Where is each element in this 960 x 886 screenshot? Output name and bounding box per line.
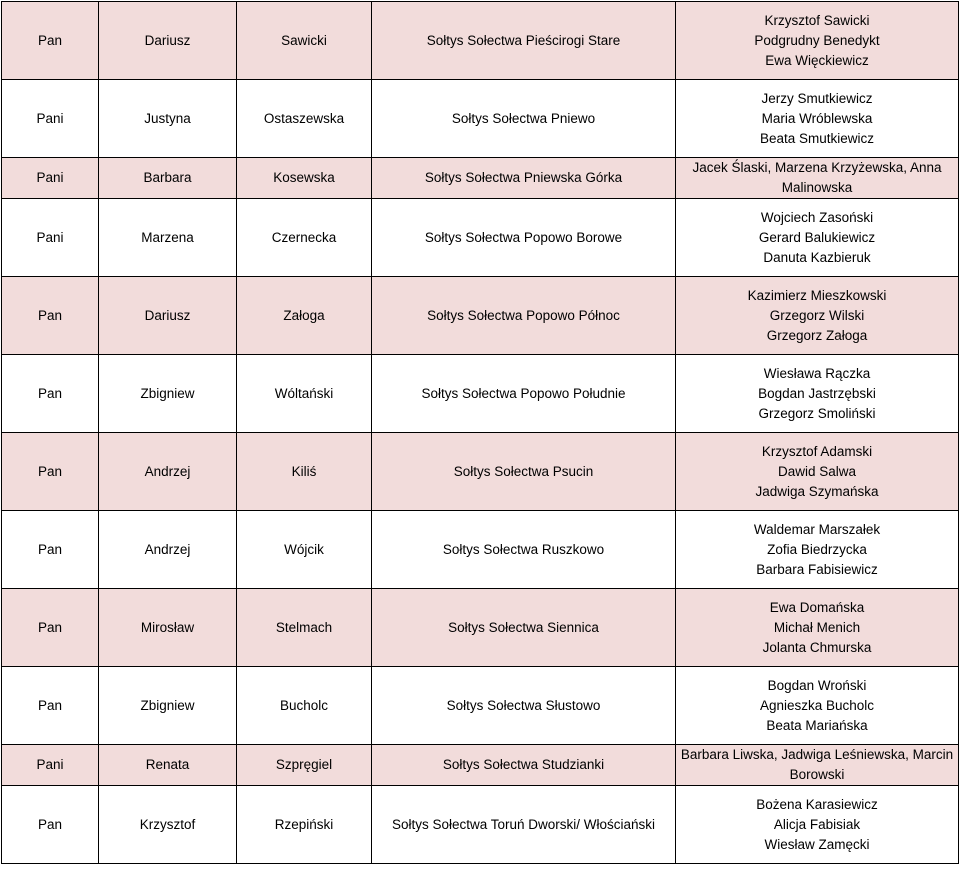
first-name-cell: Marzena xyxy=(99,199,237,277)
member-name: Bogdan Jastrzębski xyxy=(758,385,876,401)
last-name-cell: Sawicki xyxy=(237,2,372,80)
role-cell: Sołtys Sołectwa Pniewo xyxy=(372,80,676,158)
members-cell xyxy=(676,433,959,511)
member-name: Ewa Więckiewicz xyxy=(765,52,869,68)
table-row xyxy=(2,2,959,80)
member-name: Bogdan Wroński xyxy=(767,677,867,693)
member-name: Alicja Fabisiak xyxy=(773,816,861,832)
members-cell xyxy=(676,786,959,864)
member-name: Jacek Ślaski, Marzena Krzyżewska, Anna Malinowska xyxy=(692,160,942,195)
first-name-cell: Justyna xyxy=(99,80,237,158)
members-cell xyxy=(676,589,959,667)
last-name-cell: Załoga xyxy=(237,277,372,355)
soltys-roster-table xyxy=(1,1,959,864)
role-cell: Sołtys Sołectwa Studzianki xyxy=(372,745,676,786)
last-name-cell: Wóltański xyxy=(237,355,372,433)
member-name: Maria Wróblewska xyxy=(761,110,873,126)
role-cell: Sołtys Sołectwa Popowo Północ xyxy=(372,277,676,355)
members-cell xyxy=(676,667,959,745)
member-name: Wojciech Zasoński xyxy=(760,209,874,225)
member-name: Grzegorz Załoga xyxy=(766,327,868,343)
role-cell: Sołtys Sołectwa Popowo Południe xyxy=(372,355,676,433)
member-name: Zofia Biedrzycka xyxy=(767,541,867,557)
first-name-cell: Dariusz xyxy=(99,2,237,80)
role-cell: Sołtys Sołectwa Słustowo xyxy=(372,667,676,745)
table-row xyxy=(2,158,959,199)
members-cell xyxy=(676,158,959,199)
member-name: Barbara Fabisiewicz xyxy=(756,561,878,577)
members-cell xyxy=(676,355,959,433)
table-row xyxy=(2,745,959,786)
title-cell: Pani xyxy=(2,745,99,786)
title-cell: Pani xyxy=(2,158,99,199)
table-row xyxy=(2,786,959,864)
last-name-cell: Wójcik xyxy=(237,511,372,589)
table-row xyxy=(2,277,959,355)
title-cell: Pani xyxy=(2,80,99,158)
member-name: Podgrudny Benedykt xyxy=(754,32,880,48)
member-name: Michał Menich xyxy=(773,619,861,635)
member-name: Bożena Karasiewicz xyxy=(756,796,878,812)
first-name-cell: Andrzej xyxy=(99,511,237,589)
member-name: Wiesława Rączka xyxy=(763,365,871,381)
last-name-cell: Szpręgiel xyxy=(237,745,372,786)
members-cell xyxy=(676,2,959,80)
title-cell: Pan xyxy=(2,786,99,864)
table-row xyxy=(2,355,959,433)
last-name-cell: Bucholc xyxy=(237,667,372,745)
member-name: Krzysztof Sawicki xyxy=(764,12,870,28)
member-name: Grzegorz Smoliński xyxy=(758,405,876,421)
first-name-cell: Krzysztof xyxy=(99,786,237,864)
first-name-cell: Andrzej xyxy=(99,433,237,511)
role-cell: Sołtys Sołectwa Toruń Dworski/ Włościański xyxy=(372,786,676,864)
table-row xyxy=(2,589,959,667)
member-name: Jerzy Smutkiewicz xyxy=(761,90,873,106)
role-cell: Sołtys Sołectwa Psucin xyxy=(372,433,676,511)
member-name: Gerard Balukiewicz xyxy=(758,229,876,245)
last-name-cell: Stelmach xyxy=(237,589,372,667)
first-name-cell: Renata xyxy=(99,745,237,786)
member-name: Beata Smutkiewicz xyxy=(759,130,875,146)
members-cell xyxy=(676,511,959,589)
member-name: Wiesław Zamęcki xyxy=(764,836,870,852)
member-name: Danuta Kazbieruk xyxy=(763,249,871,265)
member-name: Kazimierz Mieszkowski xyxy=(747,287,887,303)
title-cell: Pan xyxy=(2,2,99,80)
first-name-cell: Zbigniew xyxy=(99,667,237,745)
title-cell: Pani xyxy=(2,199,99,277)
last-name-cell: Ostaszewska xyxy=(237,80,372,158)
first-name-cell: Mirosław xyxy=(99,589,237,667)
member-name: Beata Mariańska xyxy=(766,717,868,733)
first-name-cell: Zbigniew xyxy=(99,355,237,433)
member-name: Grzegorz Wilski xyxy=(769,307,865,323)
members-cell xyxy=(676,80,959,158)
role-cell: Sołtys Sołectwa Pniewska Górka xyxy=(372,158,676,199)
title-cell: Pan xyxy=(2,667,99,745)
last-name-cell: Czernecka xyxy=(237,199,372,277)
role-cell: Sołtys Sołectwa Popowo Borowe xyxy=(372,199,676,277)
member-name: Krzysztof Adamski xyxy=(761,443,873,459)
table-row xyxy=(2,80,959,158)
last-name-cell: Rzepiński xyxy=(237,786,372,864)
table-row xyxy=(2,199,959,277)
member-name: Barbara Liwska, Jadwiga Leśniewska, Marcin Borowski xyxy=(680,747,954,782)
title-cell: Pan xyxy=(2,277,99,355)
last-name-cell: Kiliś xyxy=(237,433,372,511)
members-cell xyxy=(676,745,959,786)
title-cell: Pan xyxy=(2,589,99,667)
table-row xyxy=(2,433,959,511)
members-cell xyxy=(676,199,959,277)
table-row xyxy=(2,667,959,745)
title-cell: Pan xyxy=(2,433,99,511)
role-cell: Sołtys Sołectwa Ruszkowo xyxy=(372,511,676,589)
members-cell xyxy=(676,277,959,355)
member-name: Agnieszka Bucholc xyxy=(759,697,875,713)
last-name-cell: Kosewska xyxy=(237,158,372,199)
member-name: Dawid Salwa xyxy=(777,463,857,479)
first-name-cell: Barbara xyxy=(99,158,237,199)
member-name: Jolanta Chmurska xyxy=(762,639,872,655)
role-cell: Sołtys Sołectwa Siennica xyxy=(372,589,676,667)
role-cell: Sołtys Sołectwa Pieścirogi Stare xyxy=(372,2,676,80)
member-name: Ewa Domańska xyxy=(769,599,865,615)
table-row xyxy=(2,511,959,589)
member-name: Jadwiga Szymańska xyxy=(755,483,879,499)
first-name-cell: Dariusz xyxy=(99,277,237,355)
title-cell: Pan xyxy=(2,355,99,433)
title-cell: Pan xyxy=(2,511,99,589)
member-name: Waldemar Marszałek xyxy=(753,521,881,537)
